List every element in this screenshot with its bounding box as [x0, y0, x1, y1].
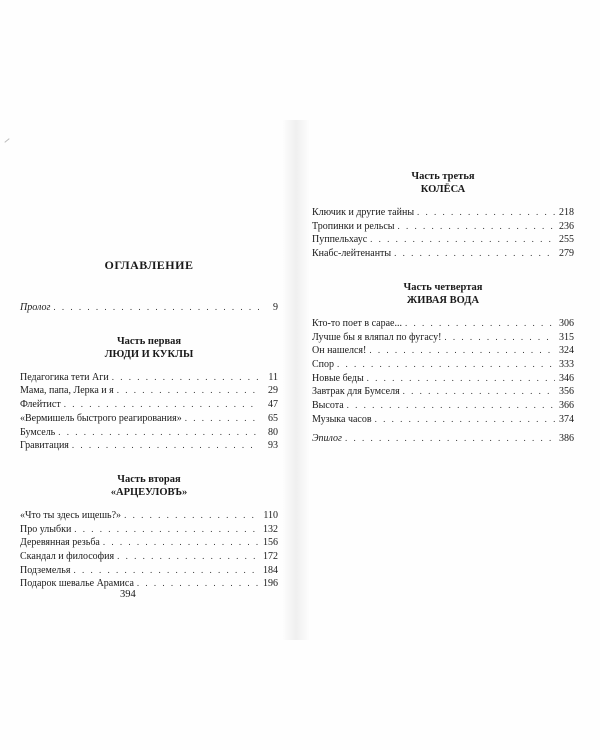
leader-dots [112, 371, 259, 384]
entry-page: 218 [559, 207, 574, 218]
entry-title: Кто-то поет в сарае... [312, 317, 402, 329]
leader-dots [64, 398, 259, 411]
part-4-section [312, 281, 574, 446]
leader-dots [74, 523, 259, 536]
toc-entry [312, 247, 574, 261]
leader-dots [337, 358, 555, 371]
entry-title: Спор [312, 358, 335, 370]
entry-title: Тропинки и рельсы [312, 220, 395, 232]
part-title: КОЛЁСА [420, 184, 466, 195]
entry-title: Деревянная резьба [20, 537, 100, 549]
entry-page: 196 [263, 578, 278, 590]
part-2-section [20, 473, 278, 591]
entry-title: Гравитация [20, 440, 69, 452]
entry-title: Бумсель [20, 426, 56, 438]
leader-dots [367, 372, 555, 385]
toc-entry [20, 398, 278, 412]
entry-title: Мама, папа, Лерка и я [20, 385, 114, 397]
part-label: Часть вторая [117, 473, 181, 485]
contents-title: ОГЛАВЛЕНИЕ [104, 258, 194, 272]
entry-page: 255 [559, 234, 574, 246]
entry-page: 65 [268, 412, 278, 424]
entry-page: 29 [268, 385, 278, 397]
toc-entry [312, 317, 574, 331]
left-page [20, 258, 278, 611]
leader-dots [185, 412, 259, 425]
toc-entry [312, 358, 574, 372]
entry-page: 47 [268, 399, 278, 411]
entry-page: 156 [263, 537, 278, 549]
leader-dots [117, 550, 259, 563]
entry-page: 132 [263, 523, 278, 535]
leader-dots [137, 577, 259, 590]
entry-page: 374 [559, 413, 574, 425]
toc-entry [20, 550, 278, 564]
book-gutter [282, 120, 310, 640]
entry-page: 306 [559, 317, 574, 329]
entry-title: Музыка часов [312, 413, 372, 425]
toc-entry [312, 233, 574, 247]
part-label: Часть первая [116, 335, 182, 347]
part-label: Часть четвертая [403, 281, 483, 293]
entry-title: Флейтист [20, 399, 61, 411]
entry-title: Эпилог [312, 433, 342, 445]
entry-page: 236 [559, 220, 574, 232]
entry-page: 315 [559, 331, 574, 343]
toc-entry [20, 426, 278, 440]
entry-title: Лучше бы я вляпал по фугасу! [312, 331, 442, 343]
entry-page: 80 [268, 426, 278, 438]
toc-entry [312, 220, 574, 234]
leader-dots [124, 509, 259, 522]
part-label: Часть третья [411, 171, 475, 182]
entry-title: Пуппельхаус [312, 234, 368, 246]
entry-title: Пролог [20, 302, 51, 313]
entry-title: Завтрак для Бумселя [312, 386, 400, 398]
part-3-section [312, 170, 574, 261]
leader-dots [53, 301, 259, 314]
entry-title: Про улыбки [20, 523, 72, 535]
toc-entry-prologue [20, 301, 278, 315]
entry-title: Высота [312, 400, 344, 412]
toc-entry [20, 384, 278, 398]
entry-page: 279 [559, 248, 574, 260]
leader-dots [58, 426, 259, 439]
entry-title: «Что ты здесь ищешь?» [20, 509, 122, 521]
leader-dots [345, 432, 555, 445]
toc-entry [20, 439, 278, 453]
entry-title: Кнабс-лейтенанты [312, 248, 392, 260]
entry-page: 324 [559, 345, 574, 357]
leader-dots [73, 564, 259, 577]
part-1-section [20, 335, 278, 453]
entry-page: 346 [559, 372, 574, 384]
part-title: ЖИВАЯ ВОДА [406, 294, 480, 306]
entry-page: 9 [273, 302, 278, 313]
toc-entry [20, 371, 278, 385]
leader-dots [403, 385, 555, 398]
leader-dots [417, 206, 555, 219]
entry-page: 184 [263, 564, 278, 576]
entry-title: Он нашелся! [312, 345, 367, 357]
page-number: 394 [120, 589, 136, 600]
leader-dots [394, 247, 555, 260]
leader-dots [347, 399, 555, 412]
part-title: ЛЮДИ И КУКЛЫ [104, 348, 194, 360]
toc-entry-epilogue [312, 432, 574, 446]
entry-page: 333 [559, 358, 574, 370]
toc-entry [20, 536, 278, 550]
entry-title: Новые беды [312, 372, 364, 384]
toc-entry [20, 523, 278, 537]
leader-dots [369, 344, 555, 357]
toc-entry [312, 399, 574, 413]
entry-title: Скандал и философия [20, 551, 115, 563]
part-title: «АРЦЕУЛОВЪ» [110, 486, 188, 498]
leader-dots [370, 233, 555, 246]
entry-title: Педагогика тети Аги [20, 371, 109, 383]
toc-entry [312, 413, 574, 427]
leader-dots [444, 331, 555, 344]
toc-entry [20, 509, 278, 523]
entry-title: «Вермишель быстрого реагирования» [20, 412, 182, 424]
entry-page: 356 [559, 386, 574, 398]
leader-dots [375, 413, 555, 426]
toc-entry [312, 385, 574, 399]
entry-page: 110 [263, 509, 278, 521]
entry-page: 93 [268, 440, 278, 452]
entry-title: Подземелья [20, 564, 71, 576]
scan-artifact [4, 138, 9, 143]
entry-title: Подарок шевалье Арамиса [20, 578, 134, 590]
leader-dots [398, 220, 556, 233]
entry-page: 172 [263, 551, 278, 563]
toc-entry [312, 331, 574, 345]
entry-title: Ключик и другие тайны [312, 207, 415, 218]
leader-dots [72, 439, 259, 452]
leader-dots [405, 317, 555, 330]
right-page [312, 170, 574, 466]
toc-entry [20, 412, 278, 426]
leader-dots [103, 536, 259, 549]
toc-entry [312, 372, 574, 386]
entry-page: 386 [559, 433, 574, 445]
entry-page: 366 [559, 400, 574, 412]
leader-dots [117, 384, 259, 397]
toc-entry [20, 577, 278, 591]
entry-page: 11 [268, 371, 278, 383]
toc-entry [20, 564, 278, 578]
toc-entry [312, 344, 574, 358]
toc-entry [312, 206, 574, 220]
